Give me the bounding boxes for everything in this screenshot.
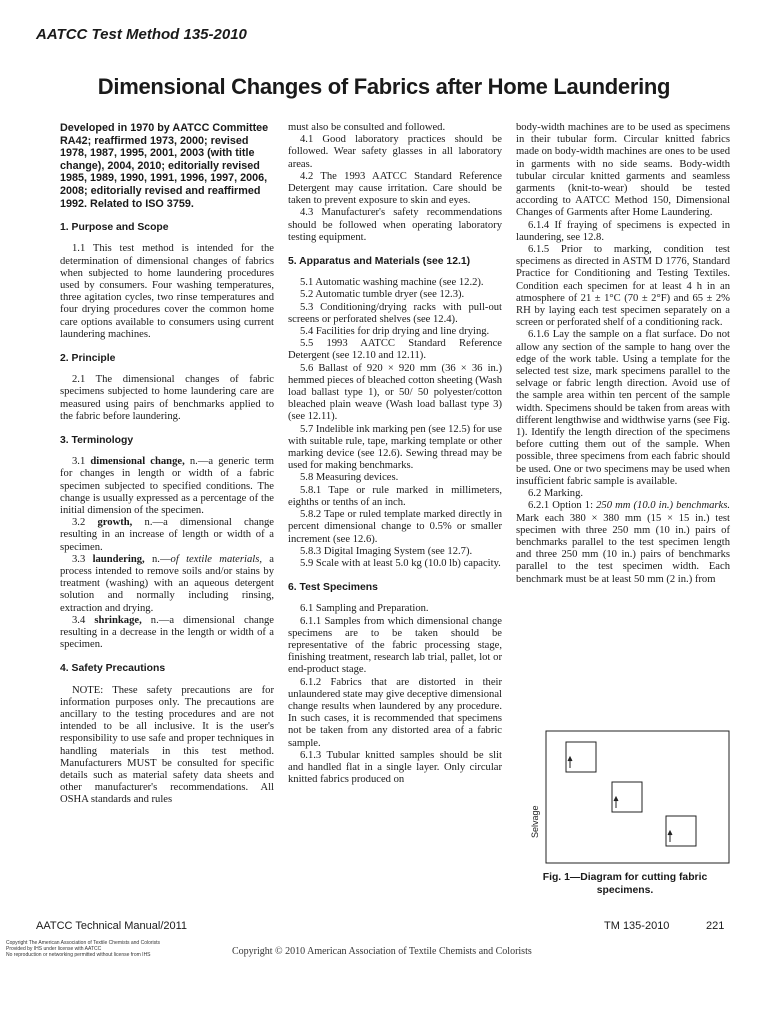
definition-qualifier: of textile materials, [170,553,262,565]
paragraph-5-8-1: 5.8.1 Tape or rule marked in millimeters, eighths or tenths of an inch. [288,484,502,508]
heading-principle: 2. Principle [60,352,116,364]
paragraph-5-1: 5.1 Automatic washing machine (see 12.2). [300,277,484,289]
paragraph-5-8: 5.8 Measuring devices. [300,472,399,484]
paragraph-5-3: 5.3 Conditioning/drying racks with pull-out screens or perforated shelves (see 12.4). [288,301,502,325]
text-column-1 [60,122,274,807]
clause-number: 6.2.1 Option 1: [528,500,597,512]
paragraph-1-1: 1.1 This test method is intended for the determination of dimensional changes of fabrics when subjected to home laundering procedures used by consumers. Four washing temperatures, three agitation cycles, two rinse temperatures and four drying procedures cover the common home care options available to consumers using current laundering machines. [60,243,274,340]
clause-number: 3.4 [72,614,95,626]
paragraph-3-2 [60,517,274,554]
paragraph-5-9: 5.9 Scale with at least 5.0 kg (10.0 lb) capacity. [300,557,501,569]
length-direction-arrow-1 [568,757,572,768]
length-direction-arrow-2 [614,797,618,808]
paragraph-6-1-1: 6.1.1 Samples from which dimensional change specimens are to be taken should be representative of the fabric processing stage, finishing treatment, research lab trial, pallet, lot or end-product stage. [288,615,502,676]
fabric-sample-outline [546,731,729,863]
term-growth: growth, [97,517,133,529]
paragraph-2-1: 2.1 The dimensional changes of fabric specimens subjected to home laundering care are measured using pairs of benchmarks applied to the fabric before laundering. [60,374,274,422]
paragraph-3-1 [60,456,274,517]
paragraph-4-1: 4.1 Good laboratory practices should be followed. Wear safety glasses in all laboratory areas. [288,134,502,170]
cutting-diagram-figure [520,730,730,864]
term-shrinkage: shrinkage, [94,614,142,626]
paragraph-5-5: 5.5 1993 AATCC Standard Reference Detergent (see 12.10 and 12.11). [288,338,502,362]
term-dimensional-change: dimensional change, [90,456,185,468]
heading-safety-precautions: 4. Safety Precautions [60,663,166,675]
page-number: 221 [706,920,725,932]
paragraph-6-1-3: 6.1.3 Tubular knitted samples should be slit and handled flat in a single layer. Only circular knitted fabrics produced on [288,749,502,786]
continued-text: must also be consulted and followed. [288,122,446,133]
option-title: 250 mm (10.0 in.) benchmarks. [596,500,730,512]
text-column-2 [288,122,502,786]
paragraph-6-2: 6.2 Marking. [528,488,584,500]
definition-dash: n.— [144,553,171,565]
copyright-line: Copyright © 2010 American Association of Textile Chemists and Colorists [232,946,532,957]
heading-apparatus-and-materials: 5. Apparatus and Materials (see 12.1) [288,256,471,268]
paragraph-5-7: 5.7 Indelible ink marking pen (see 12.5) for use with suitable rule, tape, marking template or other marking device (see 12.6). Sewing thread may be used for making benchmarks. [288,423,502,472]
paragraph-6-1-4: 6.1.4 If fraying of specimens is expected in laundering, see 12.8. [516,219,730,243]
figure-caption: Fig. 1—Diagram for cutting fabric specimens. [542,872,708,896]
paragraph-6-1: 6.1 Sampling and Preparation. [300,603,429,615]
paragraph-5-8-2: 5.8.2 Tape or ruled template marked directly in percent dimensional change to 0.5% or smaller increment (see 12.6). [288,509,502,545]
paragraph-5-4: 5.4 Facilities for drip drying and line drying. [300,326,490,338]
definition-text: n.—a dimensional change resulting in a decrease in the length or width of a specimen. [60,614,274,651]
footer-manual-name: AATCC Technical Manual/2011 [36,920,188,932]
paragraph-6-1-5: 6.1.5 Prior to marking, condition test specimens as directed in ASTM D 1776, Standard Practice for Conditioning and Testing Textiles. Condition each specimen for at least 4 h in an atmosphere of 21 ± 1°C (70 ± 2°F) and 65 ± 2% RH by laying each test specimen separately on a screen or perforated shelf of a conditioning rack. [516,244,730,329]
footer-method-number: TM 135-2010 [604,920,670,932]
license-line: Copyright The American Association of Textile Chemists and Colorists [6,940,161,946]
paragraph-4-2: 4.2 The 1993 AATCC Standard Reference Detergent may cause irritation. Care should be taken to prevent exposure to skin and eyes. [288,170,502,207]
development-history: Developed in 1970 by AATCC Committee RA42; reaffirmed 1973, 2000; revised 1978, 1987, 1995, 2001, 2003 (with title change), 2004, 2010; editorially revised 1985, 1989, 1990, 1991, 1996, 1997, 2006, 2008; editorially revised and reaffirmed 1992. Related to ISO 3759. [60,122,269,210]
definition-text: n.—a dimensional change resulting in an increase of length or width of a specimen. [60,517,274,553]
paragraph-3-3 [60,554,274,615]
license-line: No reproduction or networking permitted without license from IHS [6,952,151,959]
clause-number: 3.2 [72,517,98,529]
term-laundering: laundering, [92,553,145,565]
heading-purpose-and-scope: 1. Purpose and Scope [60,222,169,234]
document-title: Dimensional Changes of Fabrics after Home Laundering [97,74,671,99]
clause-number: 3.3 [72,553,93,565]
definition-text: n.—a generic term for changes in length or width of a fabric specimen subjected to specified conditions. The change is usually expressed as a percentage of the initial dimension of the specimen. [60,456,274,517]
paragraph-5-6: 5.6 Ballast of 920 × 920 mm (36 × 36 in.) hemmed pieces of bleached cotton sheeting (Wash load ballast type 1), or 50/ 50 polyester/cotton bleached plain weave (Wash load ballast type 3) (see 12.11). [288,362,502,423]
paragraph-6-1-6: 6.1.6 Lay the sample on a flat surface. Do not allow any section of the sample to hang over the edge of the work table. Using a template for the selected test size, mark specimens parallel to the selvage or fabric length direction. Avoid use of the sample area within ten percent of the sample width. Specimens should be taken from areas with different lengthwise and widthwise yarns (see Fig. 1). Identify the length direction of the specimens before cutting them out of the sample. When possible, three specimens from each fabric should be used. One or two specimens may be used when insufficient fabric sample is available. [516,329,730,487]
paragraph-5-2: 5.2 Automatic tumble dryer (see 12.3). [300,289,465,301]
paragraph-6-2-1 [516,500,730,585]
continued-text: body-width machines are to be used as specimens in their tubular form. Circular knitted fabrics made on body-width machines are ones to be used in garments with no side seams. Body-width tubular circular knitted garments and seamless garments (knit-to-wear) should be tested according to AATCC Method 150, Dimensional Changes of Garments after Home Laundering. [516,122,730,219]
paragraph-3-4 [60,615,274,652]
paragraph-5-8-3: 5.8.3 Digital Imaging System (see 12.7). [300,545,473,557]
heading-terminology: 3. Terminology [60,435,134,446]
license-line: Provided by IHS under license with AATCC [6,946,102,953]
length-direction-arrow-3 [668,831,672,842]
heading-test-specimens: 6. Test Specimens [288,582,378,594]
method-label: AATCC Test Method 135-2010 [36,26,247,43]
text-column-3 [516,122,730,586]
paragraph-6-1-2: 6.1.2 Fabrics that are distorted in their unlaundered state may give deceptive dimensional change results when laundered by any procedure. In such cases, it is recommended that specimens not be taken from any distorted area of a fabric sample. [288,676,502,749]
clause-text: Mark each 380 × 380 mm (15 × 15 in.) test specimen with three 250 mm (10 in.) pairs of benchmarks parallel to the test specimen length and three 250 mm (10 in.) pairs of benchmarks parallel to the test specimen width. Each benchmark must be at least 50 mm (2 in.) from [516,512,730,585]
selvage-label: Selvage [530,805,540,838]
safety-note: NOTE: These safety precautions are for information purposes only. The precautions are ancillary to the testing procedures and are not intended to be all inclusive. It is the user's responsibility to use safe and proper techniques in handling materials in this test method. Manufacturers MUST be consulted for specific details such as material safety data sheets and other manufacturer's recommendations. All OSHA standards and rules [60,684,274,806]
license-notice [6,940,160,959]
definition-text: a process intended to remove soils and/or stains by treatment (washing) with an aqueous detergent solution and normally including rinsing, extraction and drying. [60,553,274,614]
clause-number: 3.1 [72,456,91,468]
paragraph-4-3: 4.3 Manufacturer's safety recommendations should be followed when operating laboratory testing equipment. [288,207,502,243]
